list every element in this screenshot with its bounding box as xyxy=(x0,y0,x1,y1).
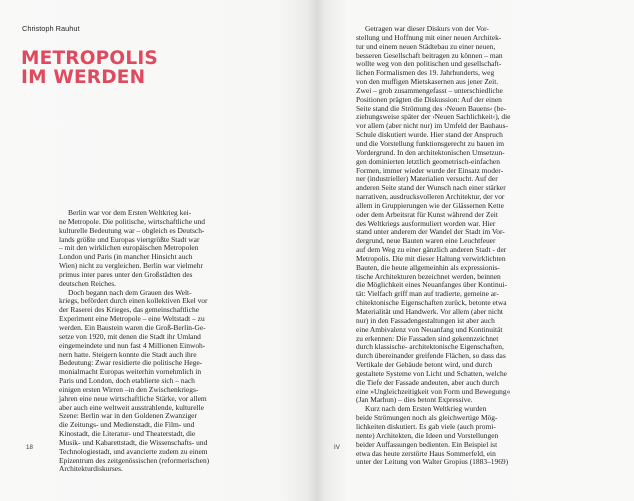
body-text-line: Bauten, die heute allgemeinhin als expressionis- xyxy=(356,262,500,272)
right-text-column xyxy=(356,25,510,467)
body-text-line: Vertikale der Gebäude betont wird, und durch xyxy=(356,360,493,370)
author-name: Christoph Rauhut xyxy=(22,24,80,33)
body-text-line: Kurz nach dem Ersten Weltkrieg wurden xyxy=(365,404,487,414)
body-text-line: auf dem Weg zu einer gänzlich anderen Stadt - der xyxy=(356,245,507,255)
body-text-line: gestaltete Systeme von Licht und Schatten, welche xyxy=(356,368,507,378)
chapter-title-line-1: METROPOLIS xyxy=(21,48,158,69)
body-text-line: tische Architekturen bezeichnet werden, beinnen xyxy=(356,271,501,281)
body-text-line: durch klassische- architektonische Eigenschaften, xyxy=(356,342,504,352)
left-text-column xyxy=(59,209,209,474)
body-text-line: und die Vorstellung funktionsgerecht zu bauen im xyxy=(356,138,505,148)
body-text-line: werden. Ein Baustein waren die Groß-Berlin-Ge- xyxy=(59,322,206,332)
body-text-line: besseren Gesellschaft beitragen zu können – man xyxy=(356,50,503,60)
body-paragraph xyxy=(59,289,209,475)
body-text-line: dergrund, neue Bauten waren eine Leuchtfeuer xyxy=(356,236,496,246)
body-text-line: Metropolis. Die mit dieser Haltung verwirklichten xyxy=(356,253,506,263)
body-text-line: tur und einem neuen Städtebau zu einer neuen, xyxy=(356,41,496,51)
body-text-line: eine Ambivalenz von Neuanfang und Kontinuität xyxy=(356,324,503,334)
body-text-line: chitektonische Eigenschaften zurück, betonte etwa xyxy=(356,298,507,308)
body-text-line: ne Metropole. Die politische, wirtschaftliche und xyxy=(59,216,206,226)
body-text-line: setze von 1920, mit denen die Stadt ihr Umland xyxy=(59,331,201,341)
body-text-line: Experiment eine Metropole – eine Weltstadt – zu xyxy=(59,314,205,324)
body-text-line: der Raserei des Krieges, das gemeinschaftliche xyxy=(59,305,200,315)
body-text-line: Epizentrum des zeitgenössischen (reformerischen) xyxy=(59,455,210,465)
body-text-line: einigen ersten Wirren –in den Zwischenkriegs- xyxy=(59,384,199,394)
body-text-line: eine »Ungleichzeitigkeit von Form und Bewegung« xyxy=(356,386,511,396)
body-text-line: unter der Leitung von Walter Gropius (1883–1969) xyxy=(356,457,509,467)
body-text-line: tät: Vielfach griff man auf tradierte, gemeine ar- xyxy=(356,289,499,299)
body-text-line: oder dem Arbeitsrat für Kunst während der Zeit xyxy=(356,209,498,219)
body-text-line: durch übereinander greifende Flächen, so dass das xyxy=(356,351,506,361)
body-text-line: des Weltkriegs ausformuliert worden war. Hier xyxy=(356,218,496,228)
body-text-line: jahren eine neue wirtschaftliche Stärke, vor allem xyxy=(59,393,207,403)
body-text-line: gen dominierten letztlich geometrisch-einfachen xyxy=(356,156,500,166)
body-text-line: nur) in den Fassadengestaltungen ist aber auch xyxy=(356,315,495,325)
left-page xyxy=(0,0,316,501)
body-paragraph xyxy=(356,25,510,405)
body-text-line: monialmacht Europas weiterhin vornehmlich in xyxy=(59,367,202,377)
body-text-line: (Jan Marhun) – dies betont Expressive. xyxy=(356,395,473,405)
body-text-line: Wien) nicht zu vergleichen. Berlin war vielmehr xyxy=(59,261,203,271)
body-text-line: beider Auffassungen bedienten. Ein Beispiel ist xyxy=(356,439,498,449)
chapter-title xyxy=(21,49,158,87)
body-text-line: vor allem (aber nicht nur) im Umfeld der Bauhaus- xyxy=(356,121,509,131)
body-text-line: Formen, immer wieder wurde der Einsatz moder- xyxy=(356,165,504,175)
body-text-line: die Zeitungs- und Medienstadt, die Film- und xyxy=(59,420,195,430)
body-text-line: Szene: Berlin war in den Goldenen Zwanziger xyxy=(59,411,197,421)
body-text-line: lichkeiten diskutiert. Es gab viele (auch promi- xyxy=(356,421,496,431)
body-text-line: stand unter anderem der Wandel der Stadt im Vor- xyxy=(356,227,505,237)
body-text-line: die Tiefe der Fassade andeuten, aber auch durch xyxy=(356,377,499,387)
body-text-line: Positionen prägten die Diskussion: Auf der einen xyxy=(356,94,502,104)
body-text-line: aber auch eine weltweit ausstrahlende, kulturelle xyxy=(59,402,204,412)
page-number-right: IV xyxy=(334,444,340,451)
right-page xyxy=(316,0,634,501)
body-text-line: Vordergrund. In den architektonischen Umsetzun- xyxy=(356,147,505,157)
body-text-line: beide Strömungen noch als gleichwertige Mög- xyxy=(356,413,498,423)
body-text-line: von den muffigen Mietskasernen aus jener Zeit. xyxy=(356,77,499,87)
body-text-line: Architekturdiskurses. xyxy=(59,464,123,474)
body-text-line: Seite stand die Strömung des ›Neuen Bauens‹ (be- xyxy=(356,103,507,113)
body-text-line: Paris und London, doch etablierte sich – nach xyxy=(59,376,195,386)
body-text-line: zu erkennen: Die Fassaden sind gekennzeichnet xyxy=(356,333,499,343)
body-text-line: Getragen war dieser Diskurs von der Vor- xyxy=(365,24,489,33)
body-text-line: Doch begann nach dem Grauen des Welt- xyxy=(68,287,192,297)
body-text-line: die Möglichkeit eines Neuanfanges über Kontinui- xyxy=(356,280,507,290)
body-text-line: Berlin war vor dem Ersten Weltkrieg kei- xyxy=(68,208,192,217)
body-text-line: Musik- und Kabarettstadt, die Wissenschafts- und xyxy=(59,437,208,447)
body-text-line: stellung und Hoffnung mit einer neuen Architek- xyxy=(356,32,502,42)
body-text-line: Bedeutung: Zwar residierte die politische Hege- xyxy=(59,358,203,368)
body-text-line: nente) Architekten, die Ideen und Vorstellungen xyxy=(356,430,499,440)
body-text-line: – mit den wirklichen europäischen Metropolen xyxy=(59,243,199,253)
body-text-line: kriegs, befördert durch einen kollektiven Ekel vor xyxy=(59,296,208,306)
body-text-line: lichen Formalismen des 19. Jahrhunderts, weg xyxy=(356,68,495,78)
body-text-line: lands größte und Europas viertgrößte Stadt war xyxy=(59,234,200,244)
body-text-line: London und Paris (in mancher Hinsicht auch xyxy=(59,252,193,262)
body-text-line: Kinostadt, die Literatur- und Theaterstadt, die xyxy=(59,429,196,439)
body-text-line: etwa das heute zerstörte Haus Sommerfeld, ein xyxy=(356,448,496,458)
body-paragraph xyxy=(59,209,209,289)
body-text-line: wollte weg von den politischen und gesellschaft- xyxy=(356,59,502,69)
body-text-line: narrativen, ausdrucksvolleren Architektur, der vor xyxy=(356,192,505,202)
body-text-line: Materialität und Handwerk. Vor allem (aber nicht xyxy=(356,307,503,316)
body-text-line: Zwei – grob zusammengefasst – unterschiedliche xyxy=(356,85,503,95)
chapter-title-line-2: IM WERDEN xyxy=(21,67,146,88)
body-text-line: kulturelle Bedeutung war – obgleich es Deutsch- xyxy=(59,225,205,235)
body-text-line: deutschen Reiches. xyxy=(59,278,117,288)
body-text-line: eingemeindete und nun fast 4 Millionen Einwoh- xyxy=(59,340,206,350)
body-paragraph xyxy=(356,405,510,467)
body-text-line: Technologiestadt, und avancierte zudem zu einem xyxy=(59,446,208,456)
body-text-line: ziehungsweise später der ›Neuen Sachlichkeit‹), die xyxy=(356,112,511,122)
body-text-line: ner (industrieller) Materialien versucht. Auf der xyxy=(356,174,498,184)
body-text-line: nern hatte. Steigern konnte die Stadt auch ihre xyxy=(59,349,197,359)
page-number-left: 18 xyxy=(26,444,33,451)
body-text-line: allem in Gruppierungen wie der Glässernen Kette xyxy=(356,200,504,210)
body-text-line: anderen Seite stand der Wunsch nach einer stärker xyxy=(356,183,506,193)
body-text-line: primus inter pares unter den Großstädten des xyxy=(59,269,193,279)
body-text-line: Schule diskutiert wurde. Hier stand der Anspruch xyxy=(356,130,503,140)
